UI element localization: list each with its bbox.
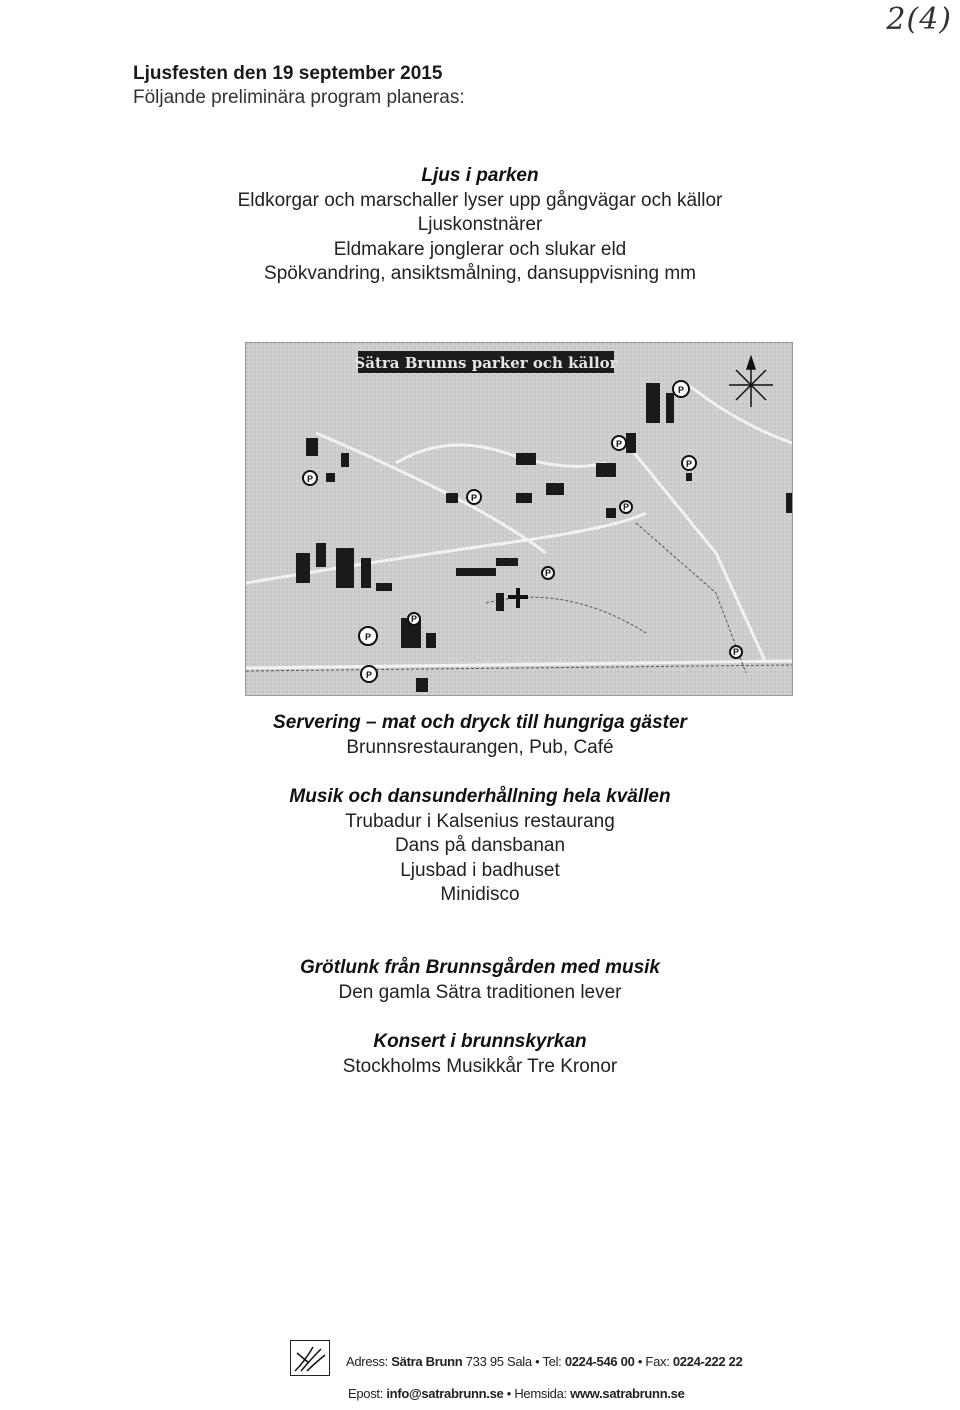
web-label: Hemsida: — [514, 1386, 567, 1401]
section-concert-heading: Konsert i brunnskyrkan — [373, 1031, 587, 1052]
section-park-line: Eldmakare jonglerar och slukar eld — [333, 238, 627, 260]
parking-marker: P — [410, 614, 418, 624]
separator: • — [637, 1354, 643, 1369]
section-music-line: Trubadur i Kalsenius restaurang — [345, 810, 615, 832]
parking-marker: P — [622, 502, 630, 512]
section-park-line: Spökvandring, ansiktsmålning, dansuppvisning mm — [264, 263, 696, 284]
section-park-line: Ljuskonstnärer — [417, 214, 543, 235]
separator: • — [535, 1354, 540, 1369]
section-concert-line: Stockholms Musikkår Tre Kronor — [342, 1055, 618, 1077]
section-music-line: Minidisco — [440, 884, 520, 905]
parking-marker: P — [306, 474, 314, 484]
section-concert — [0, 1030, 960, 1079]
section-porridge — [0, 956, 960, 1005]
web-value: www.satrabrunn.se — [570, 1386, 685, 1401]
satra-brunn-logo-icon — [290, 1340, 330, 1376]
email-label: Epost: — [348, 1386, 384, 1401]
page-title: Ljusfesten den 19 september 2015 — [133, 63, 443, 84]
section-porridge-line: Den gamla Sätra traditionen lever — [338, 981, 622, 1003]
parking-marker: P — [544, 568, 552, 578]
section-music-line: Ljusbad i badhuset — [400, 859, 560, 881]
tel-label: Tel: — [542, 1354, 562, 1369]
page-header — [133, 62, 465, 110]
email-value: info@satrabrunn.se — [386, 1386, 504, 1401]
section-food-line: Brunnsrestaurangen, Pub, Café — [346, 736, 614, 758]
address-name: Sätra Brunn — [391, 1354, 463, 1369]
parking-marker: P — [364, 632, 372, 642]
map-title: Sätra Brunns parker och källor — [354, 354, 618, 372]
section-park-heading: Ljus i parken — [421, 165, 539, 186]
section-music-line: Dans på dansbanan — [394, 835, 566, 856]
section-music-heading: Musik och dansunderhållning hela kvällen — [289, 786, 671, 807]
section-music — [0, 785, 960, 908]
section-porridge-heading: Grötlunk från Brunnsgården med musik — [300, 957, 660, 978]
footer-contact-line — [346, 1354, 743, 1369]
parking-marker: P — [615, 439, 623, 449]
parking-marker: P — [677, 385, 685, 395]
page-number: 2(4) — [886, 2, 952, 37]
fax-value: 0224-222 22 — [672, 1354, 743, 1369]
page-subtitle: Följande preliminära program planeras: — [133, 87, 465, 108]
tel-value: 0224-546 00 — [564, 1354, 635, 1369]
footer-web-line — [348, 1386, 685, 1401]
footer — [290, 1340, 750, 1410]
fax-label: Fax: — [645, 1354, 670, 1369]
parking-marker: P — [365, 670, 373, 680]
section-park — [0, 164, 960, 287]
parking-marker: P — [470, 493, 478, 503]
address-label: Adress: — [346, 1354, 388, 1369]
parking-marker: P — [732, 647, 740, 657]
parking-marker: P — [685, 459, 693, 469]
park-map — [245, 342, 793, 696]
separator: • — [506, 1386, 512, 1401]
section-food — [0, 711, 960, 760]
section-park-line: Eldkorgar och marschaller lyser upp gångvägar och källor — [237, 189, 723, 211]
address-rest: 733 95 Sala — [465, 1354, 532, 1369]
section-food-heading: Servering – mat och dryck till hungriga gäster — [273, 712, 687, 733]
